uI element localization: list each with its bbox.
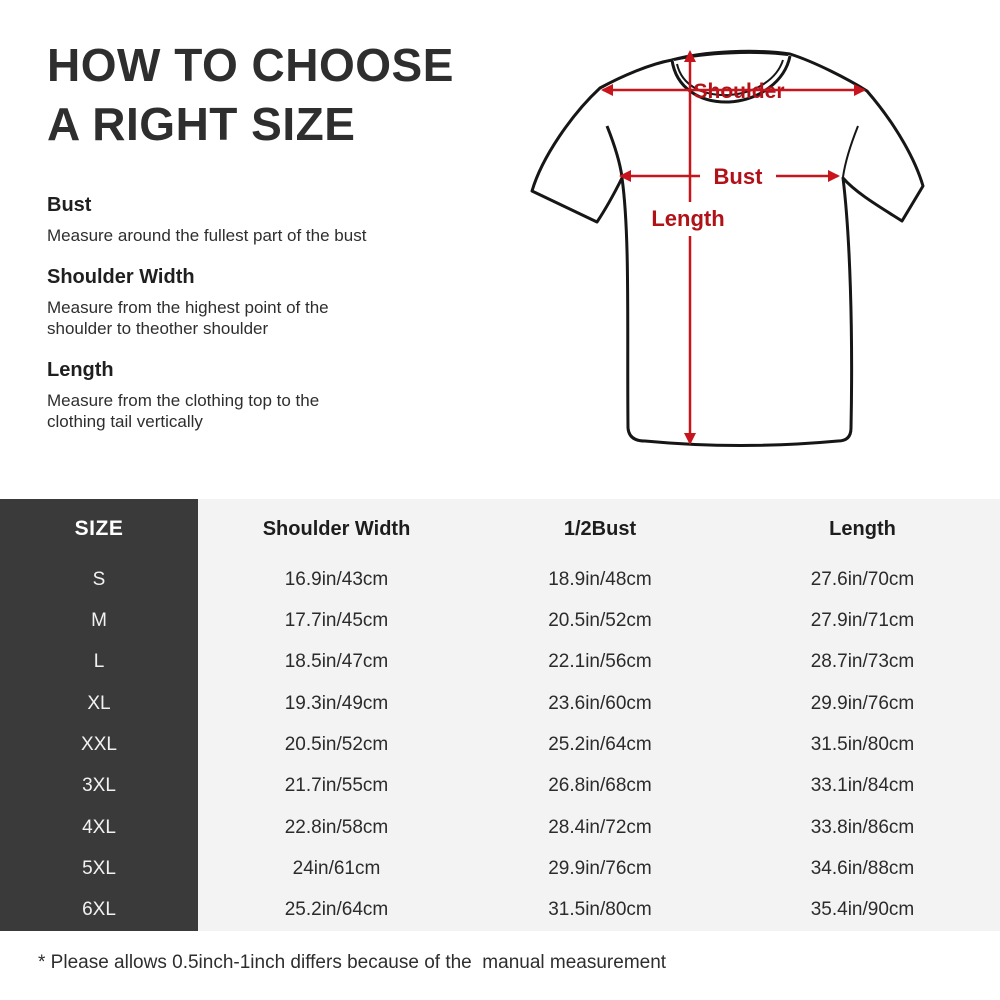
- row-xl-shoulder: 19.3in/49cm: [198, 683, 475, 724]
- table-header-length: Length: [725, 499, 1000, 559]
- row-xl-size: XL: [0, 683, 198, 724]
- row-s-size: S: [0, 559, 198, 600]
- row-s-shoulder: 16.9in/43cm: [198, 559, 475, 600]
- instruction-bust-text: Measure around the fullest part of the bust: [47, 226, 367, 245]
- row-5xl-length: 34.6in/88cm: [725, 848, 1000, 889]
- row-xxl-bust: 25.2in/64cm: [475, 724, 725, 765]
- measurement-instructions: [47, 194, 447, 452]
- row-s-length: 27.6in/70cm: [725, 559, 1000, 600]
- row-xxl-shoulder: 20.5in/52cm: [198, 724, 475, 765]
- row-5xl-size: 5XL: [0, 848, 198, 889]
- row-s-bust: 18.9in/48cm: [475, 559, 725, 600]
- row-6xl-size: 6XL: [0, 890, 198, 931]
- tshirt-diagram: [505, 22, 975, 467]
- row-m-bust: 20.5in/52cm: [475, 600, 725, 641]
- row-3xl-shoulder: 21.7in/55cm: [198, 766, 475, 807]
- row-6xl-shoulder: 25.2in/64cm: [198, 890, 475, 931]
- row-m-shoulder: 17.7in/45cm: [198, 600, 475, 641]
- table-header-shoulder-width: Shoulder Width: [198, 499, 475, 559]
- instruction-length: [47, 359, 447, 433]
- row-xxl-length: 31.5in/80cm: [725, 724, 1000, 765]
- instruction-shoulder-heading: Shoulder Width: [47, 265, 195, 288]
- instruction-bust: [47, 194, 447, 247]
- measurement-disclaimer: * Please allows 0.5inch-1inch differs because of the manual measurement: [38, 952, 667, 973]
- row-xl-bust: 23.6in/60cm: [475, 683, 725, 724]
- instruction-shoulder: [47, 266, 447, 340]
- row-l-shoulder: 18.5in/47cm: [198, 642, 475, 683]
- tshirt-outline: [532, 51, 923, 445]
- instruction-length-text: Measure from the clothing top to the clothing tail vertically: [47, 390, 320, 431]
- row-3xl-length: 33.1in/84cm: [725, 766, 1000, 807]
- row-xl-length: 29.9in/76cm: [725, 683, 1000, 724]
- row-m-length: 27.9in/71cm: [725, 600, 1000, 641]
- size-table: [0, 499, 1000, 931]
- instruction-bust-heading: Bust: [47, 194, 92, 216]
- bust-label: Bust: [713, 164, 763, 189]
- instruction-shoulder-text: Measure from the highest point of the shoulder to theother shoulder: [47, 297, 329, 338]
- row-4xl-bust: 28.4in/72cm: [475, 807, 725, 848]
- row-4xl-length: 33.8in/86cm: [725, 807, 1000, 848]
- shoulder-label: Shoulder: [693, 80, 785, 103]
- row-l-length: 28.7in/73cm: [725, 642, 1000, 683]
- row-3xl-size: 3XL: [0, 766, 198, 807]
- row-l-size: L: [0, 642, 198, 683]
- instruction-length-heading: Length: [47, 358, 114, 381]
- row-m-size: M: [0, 600, 198, 641]
- page-title-line1: HOW TO CHOOSE: [47, 39, 454, 91]
- table-header-size: SIZE: [0, 499, 198, 559]
- row-3xl-bust: 26.8in/68cm: [475, 766, 725, 807]
- page-title-line2: A RIGHT SIZE: [47, 98, 356, 150]
- tshirt-diagram-svg: [505, 22, 975, 467]
- row-6xl-length: 35.4in/90cm: [725, 890, 1000, 931]
- page-title: [47, 36, 454, 154]
- row-5xl-shoulder: 24in/61cm: [198, 848, 475, 889]
- row-l-bust: 22.1in/56cm: [475, 642, 725, 683]
- row-4xl-shoulder: 22.8in/58cm: [198, 807, 475, 848]
- row-6xl-bust: 31.5in/80cm: [475, 890, 725, 931]
- table-header-half-bust: 1/2Bust: [475, 499, 725, 559]
- row-5xl-bust: 29.9in/76cm: [475, 848, 725, 889]
- row-4xl-size: 4XL: [0, 807, 198, 848]
- length-label: Length: [651, 206, 725, 231]
- row-xxl-size: XXL: [0, 724, 198, 765]
